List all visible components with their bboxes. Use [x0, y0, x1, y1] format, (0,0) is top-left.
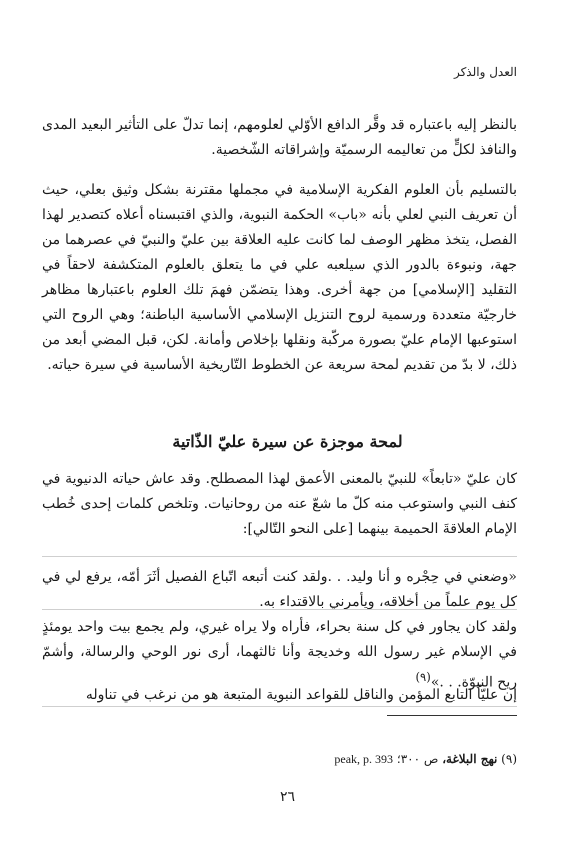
running-head: العدل والذكر: [453, 65, 517, 79]
paragraph-islamic-sciences: بالتسليم بأن العلوم الفكرية الإسلامية في مجملها مقترنة بشكل وثيق بعلي، حيث أن تعريف النبي لعلي بأنه «باب» الحكمة النبوية، والذي اقتبسناه أعلاه كتصدير لهذا الفصل، يتخذ مظهر الوصف لما كانت عليه العلاقة بين عليّ والنبيّ في عصرهما من جهة، ونبوءة بالدور الذي سيلعبه علي في ما يتعلق بالعلوم المتكشفة لاحقاً في التقليد [الإسلامي] من جهة أخرى. وهذا يتضمّن فهمَ تلك العلوم باعتبارها مظاهر خارجيّة متعددة ورسمية لروح التنزيل الإسلامي الأساسية الباطنة؛ وهي الروح التي استوعبها الإمام عليّ بصورة مركّبة ونقلها بإخلاص وأمانة. لكن، قبل المضي أبعد من ذلك، لا بدّ من تقديم لمحة سريعة عن الخطوط التّاريخية الأساسية في سيرة حياته.: [42, 182, 517, 373]
quote-top-rule: [42, 556, 517, 557]
page-number: ٢٦: [279, 789, 296, 805]
footnote-number: (٩): [501, 752, 517, 766]
footnote-marker: (٩): [415, 670, 431, 684]
quote-part-2-text: ولقد كان يجاور في كل سنة بحراء، فأراه ولا يراه غيري، ولم يجمع بيت واحد يومئذٍ في الإسلام غير رسول الله وخديجة وأنا ثالثهما، أرى نور الوحي والرسالة، وأشمّ ريح النبوّة. . .»: [42, 619, 517, 691]
paragraph-follower: كان عليّ «تابعاً» للنبيّ بالمعنى الأعمق لهذا المصطلح. وقد عاش حياته الدنيوية في كنف النبي واستوعب منه كلّ ما شعّ عنه من روحانيات. وتلخص كلمات إحدى خُطب الإمام العلاقةَ الحميمة بينهما [على النحو التّالي]:: [42, 471, 517, 537]
paragraph-follower-believer: إن عليّاً التابع المؤمن والناقل للقواعد النبوية المتبعة هو من نرغب في تناوله: [85, 687, 517, 703]
quote-part-1: «وضعني في حِجْره و أنا وليد. . .ولقد كنت أتبعه اتّباع الفصيل أثَرَ أمّه، يرفع لي في كل يوم علماً من أخلاقه، ويأمرني بالاقتداء به.: [42, 569, 517, 610]
footnote-latin-ref: peak, p. 393: [334, 752, 394, 766]
section-heading: لمحة موجزة عن سيرة عليّ الذّاتية: [172, 432, 403, 451]
quote-middle-rule: [42, 609, 517, 610]
footnote-pages: ص ٣٠٠؛: [396, 752, 439, 766]
footnote: [42, 752, 517, 767]
footnote-separator: [387, 715, 517, 716]
paragraph-continued: بالنظر إليه باعتباره قد وقَّر الدافع الأوّلي لعلومهم، إنما تدلّ على التأثير البعيد المدى والنافذ لكلٍّ من تعاليمه الرسميّة وإشراقاته الشّخصية.: [42, 117, 517, 158]
footnote-source: نهج البلاغة،: [442, 752, 498, 766]
